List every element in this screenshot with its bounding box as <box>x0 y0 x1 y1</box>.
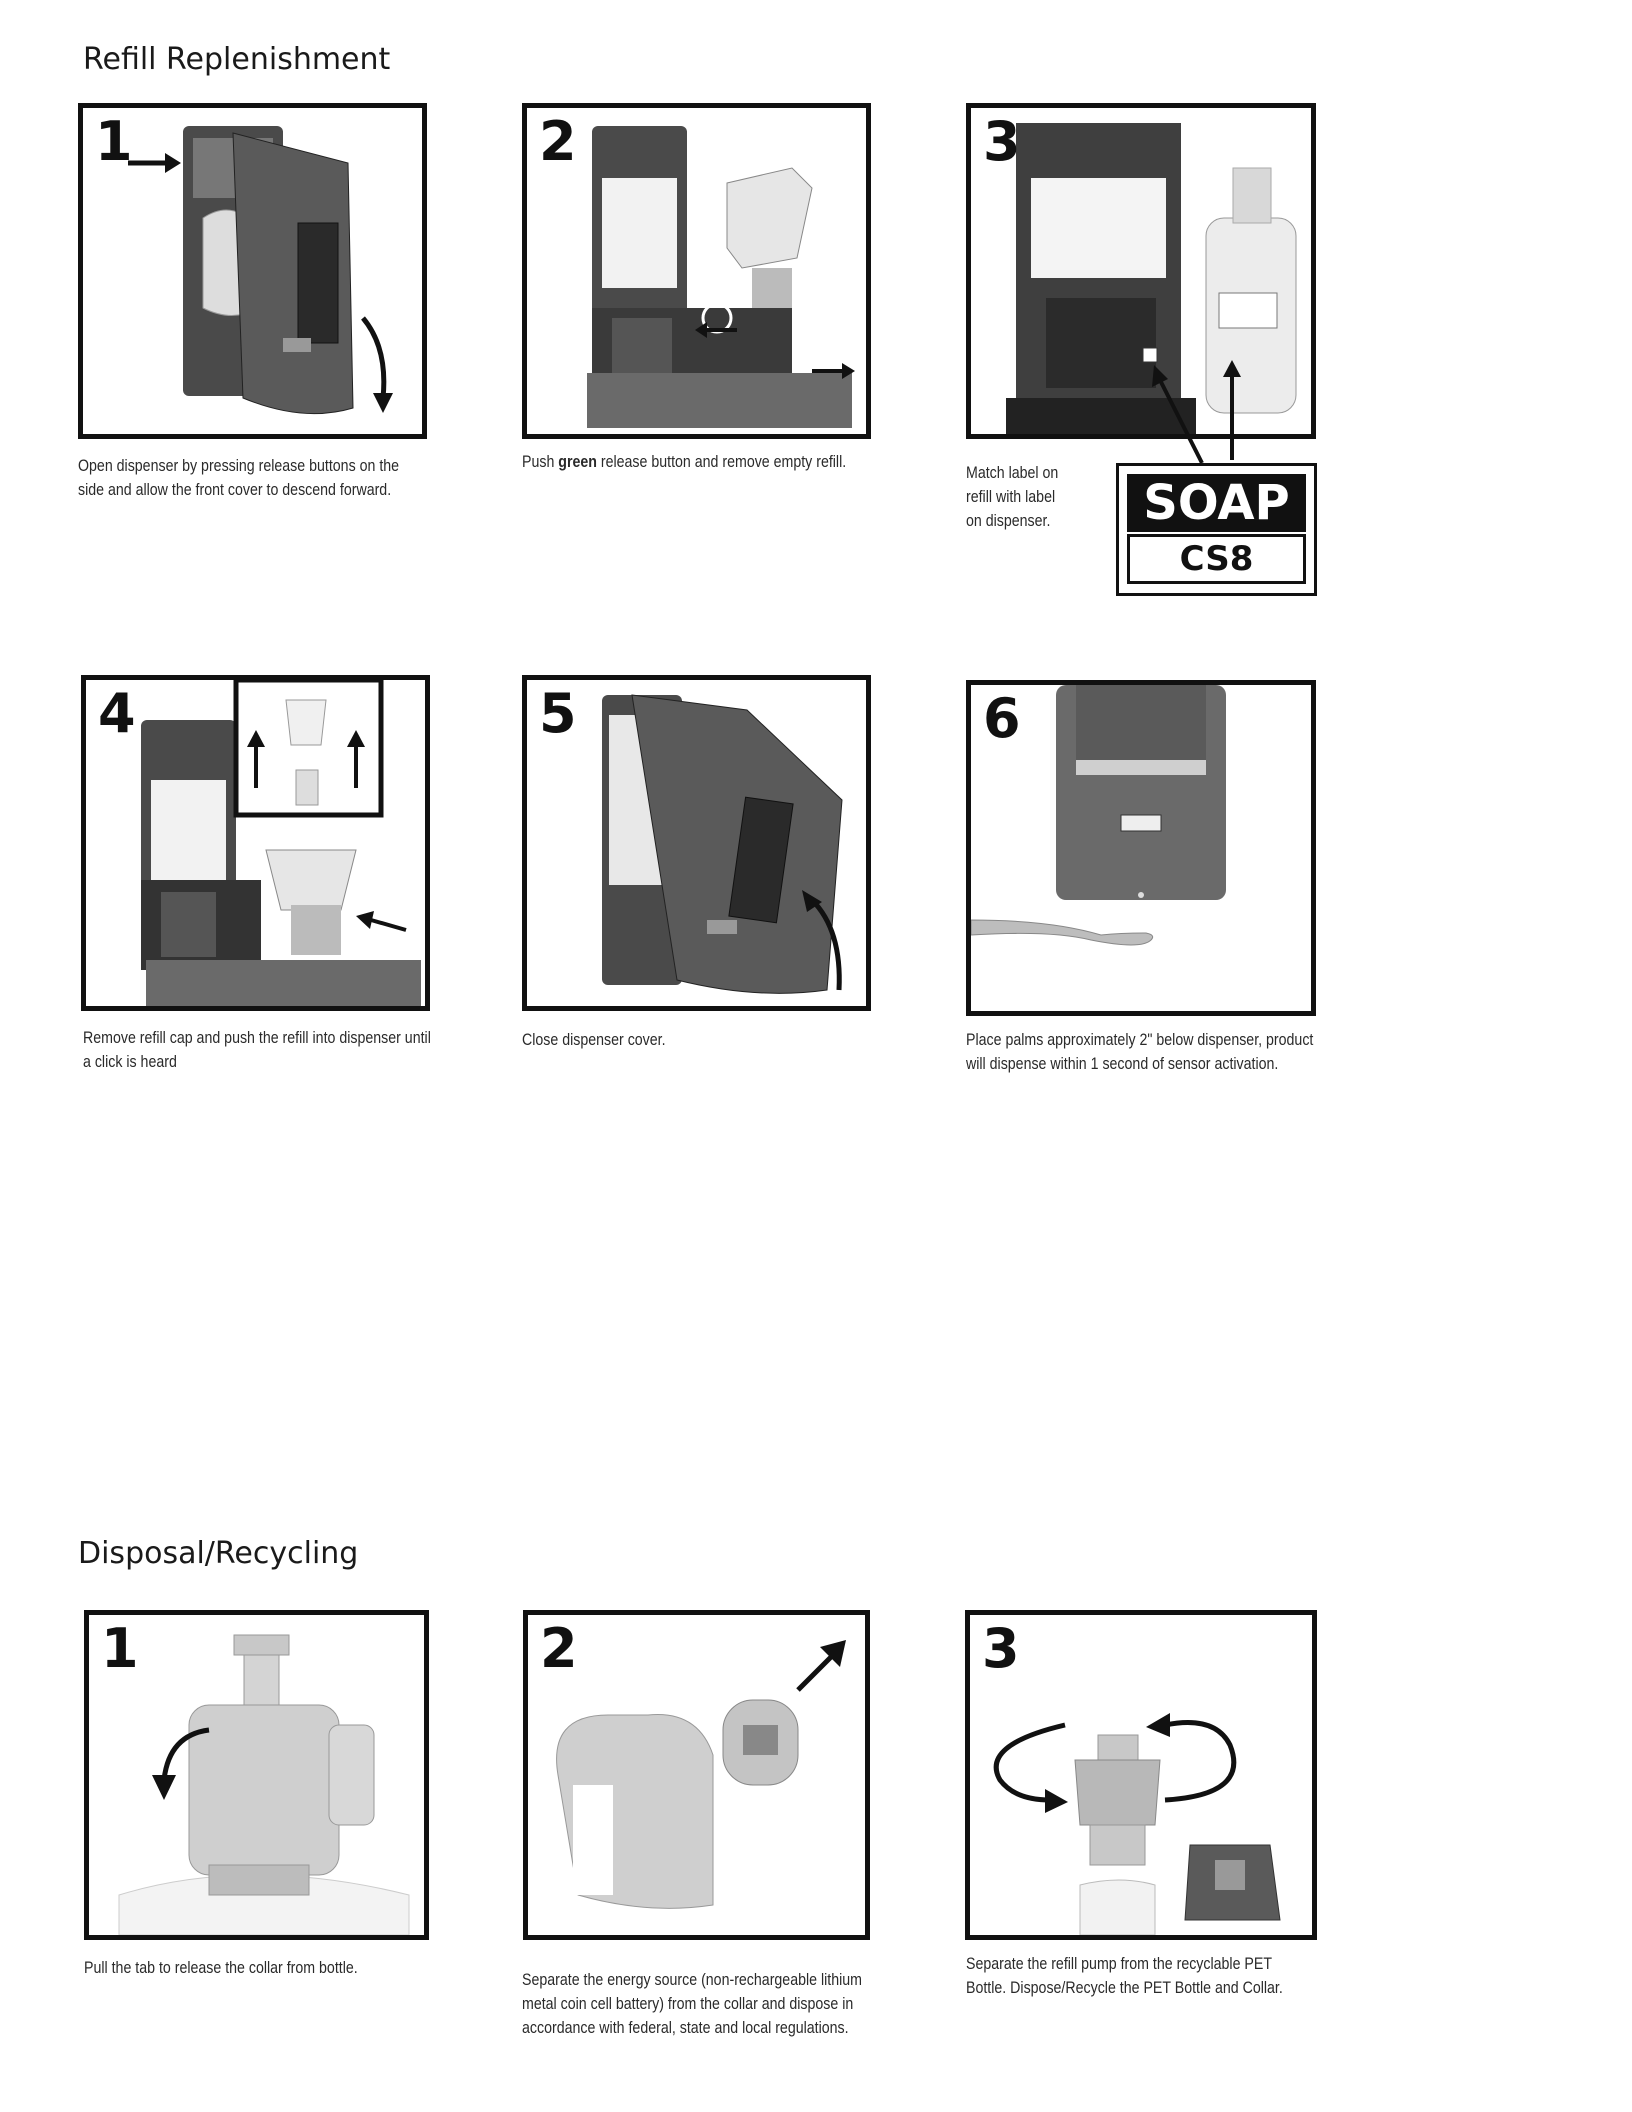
refill-step-1-panel <box>78 103 427 439</box>
soap-cs8-label <box>1116 463 1317 596</box>
step-number: 4 <box>98 682 136 745</box>
refill-step-2-panel <box>522 103 871 439</box>
disposal-step-1-panel <box>84 1610 429 1940</box>
refill-step-4-caption: Remove refill cap and push the refill into dispenser until a click is heard <box>83 1029 431 1071</box>
label-soap-text: SOAP <box>1127 474 1306 532</box>
disposal-step-3-caption: Separate the refill pump from the recyclable PET Bottle. Dispose/Recycle the PET Bottle and Collar. <box>966 1955 1283 1997</box>
refill-step-5-caption: Close dispenser cover. <box>522 1031 666 1049</box>
pump-separation-illustration <box>970 1615 1312 1935</box>
dispenser-open-illustration <box>83 108 422 434</box>
step-number: 1 <box>101 1617 139 1680</box>
refill-step-6-caption: Place palms approximately 2" below dispenser, product will dispense within 1 second of sensor activation. <box>966 1031 1314 1073</box>
disposal-step-1-caption: Pull the tab to release the collar from bottle. <box>84 1959 358 1977</box>
refill-step-3-caption: Match label on refill with label on dispenser. <box>966 464 1059 530</box>
refill-step-2-caption <box>522 450 846 474</box>
arrow-icon <box>356 911 406 930</box>
arrow-icon <box>798 1640 846 1690</box>
refill-step-1-caption: Open dispenser by pressing release buttons on the side and allow the front cover to descend forward. <box>78 457 400 499</box>
section-title-refill: Refill Replenishment <box>83 42 391 77</box>
refill-step-5-panel <box>522 675 871 1011</box>
dispenser-in-use-illustration <box>971 685 1311 1011</box>
arrow-icon <box>128 153 181 173</box>
step-number: 1 <box>95 110 133 173</box>
disposal-step-3-panel <box>965 1610 1317 1940</box>
step-number: 2 <box>540 1617 578 1680</box>
curved-arrow-icon <box>363 318 393 413</box>
dispenser-remove-refill-illustration <box>527 108 866 434</box>
refill-insert-illustration <box>86 680 425 1006</box>
arrow-icon <box>1223 360 1241 460</box>
step-number: 6 <box>983 687 1021 750</box>
step-number: 2 <box>539 110 577 173</box>
step-number: 3 <box>982 1617 1020 1680</box>
section-title-disposal: Disposal/Recycling <box>78 1536 359 1571</box>
refill-step-4-panel <box>81 675 430 1011</box>
step-number: 3 <box>983 110 1021 173</box>
dispenser-close-illustration <box>527 680 866 1006</box>
battery-removal-illustration <box>528 1615 865 1935</box>
caption-text: release button and remove empty refill. <box>596 453 847 471</box>
disposal-step-2-caption: Separate the energy source (non-rechargeable lithium metal coin cell battery) from the collar and dispose in accordance with federal, state and local regulations. <box>522 1971 862 2037</box>
arrow-icon <box>1152 365 1202 463</box>
disposal-step-2-panel <box>523 1610 870 1940</box>
step-number: 5 <box>539 682 577 745</box>
curved-arrow-icon <box>996 1725 1068 1813</box>
refill-step-6-panel <box>966 680 1316 1016</box>
collar-release-illustration <box>89 1615 424 1935</box>
label-cs8-text: CS8 <box>1127 534 1306 584</box>
label-pointer-arrows <box>1140 345 1260 470</box>
caption-emphasis: green <box>558 453 597 471</box>
caption-text: Push <box>522 453 559 471</box>
curved-arrow-icon <box>1146 1713 1234 1800</box>
